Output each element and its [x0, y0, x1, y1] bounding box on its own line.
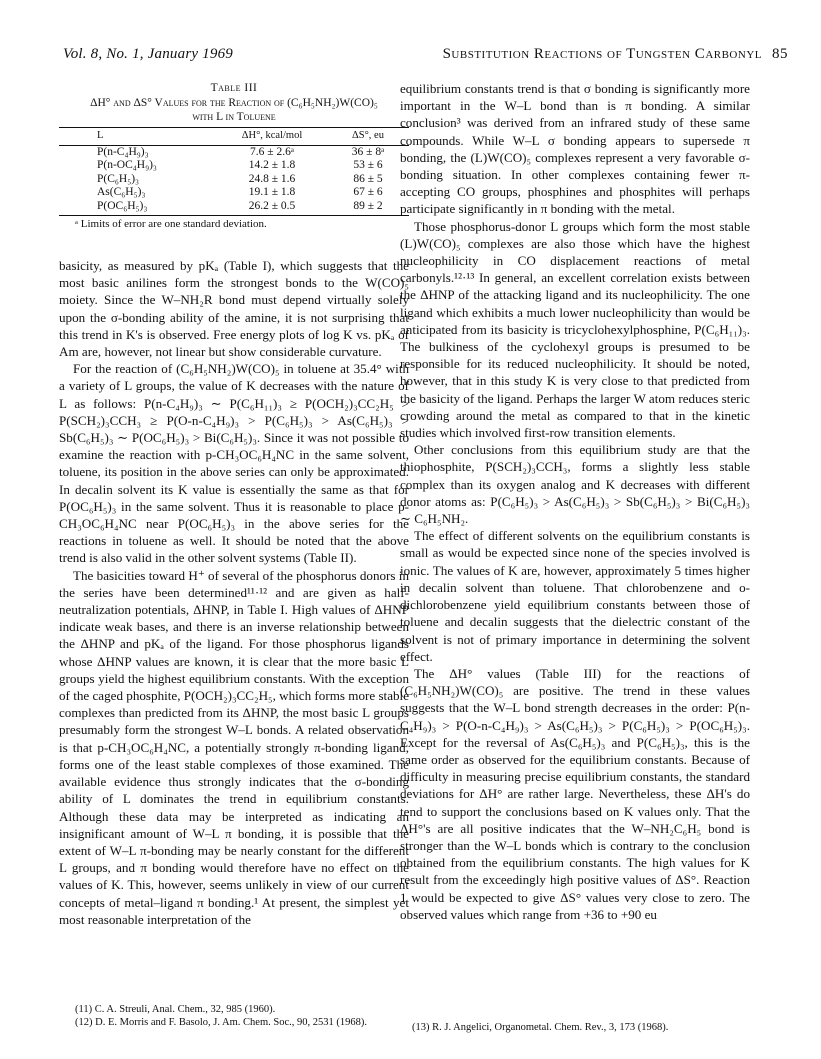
left-column [59, 80, 409, 928]
table-row [59, 159, 409, 173]
table-caption-line-2: with L in Toluene [192, 111, 276, 123]
reference-12: (12) D. E. Morris and F. Basolo, J. Am. Chem. Soc., 90, 2531 (1968). [75, 1017, 367, 1028]
column-header-ligand: L [59, 128, 217, 146]
table-cell-ligand: P(C₆H₅)₃ [97, 172, 140, 185]
table-cell-entropy: 86 ± 5 [353, 172, 383, 185]
reference-13: (13) R. J. Angelici, Organometal. Chem. Rev., 3, 173 (1968). [412, 1022, 669, 1033]
table-header-row [59, 128, 409, 146]
right-column [400, 80, 750, 923]
table-cell-enthalpy: 24.8 ± 1.6 [248, 172, 296, 185]
table-cell-ligand: P(n-C₄H₉)₃ [97, 145, 149, 158]
body-paragraph: basicity, as measured by pKₐ (Table I), which suggests that the most basic anilines form the strongest bonds to the W(CO)₅ moiety. Since the W–NH₂R bond must depend virtually solely upon the σ-bonding ability of the amine, it is not surprising that this trend in K's is observed. Free energy plots of log K vs. pKₐ of Am are, however, not linear but show considerable curvature. [59, 258, 409, 360]
table-cell-entropy: 36 ± 8ᵃ [351, 145, 385, 158]
column-header-enthalpy: ΔH°, kcal/mol [217, 128, 327, 146]
body-paragraph: Those phosphorus-donor L groups which form the most stable (L)W(CO)₅ complexes are also those which have the highest nucleophilicity in CO displacement reactions of metal carbonyls.¹²·¹³ In general, an excellent correlation exists between the ΔHNP of the attacking ligand and its nucleophilicity. The one ligand which exhibits a much lower nucleophilicity than would be anticipated from its basicity is tricyclohexylphosphine, P(C₆H₁₁)₃. The bulkiness of the cyclohexyl groups is presumed to be responsible for its reduced nucleophilicity. It should be noted, however, that in this study K is very close to that predicted from the basicity of the ligand. Perhaps the larger W atom reduces steric crowding around the metal as compared to that in the kinetic studies which involved first-row transition elements. [400, 218, 750, 441]
page-number: 85 [772, 46, 788, 62]
data-table [59, 127, 409, 216]
body-paragraph: The basicities toward H⁺ of several of the phosphorus donors in the series have been determined¹¹·¹² and are given as half-neutralization potentials, ΔHNP, in Table I. High values of ΔHNP indicate weak bases, and there is an inverse relationship between the ΔHNP and pKₐ of the ligand. For those phosphorus ligands whose ΔHNP values are known, it is clear that the more basic L groups yield the highest equilibrium constants. With the exception of the caged phosphite, P(OCH₂)₃CC₂H₅, which forms more stable complexes than predicted from its ΔHNP, the most basic L groups presumably form the strongest W–L bonds. A related observation is that p-CH₃OC₆H₄NC, a potentially strongly π-bonding ligand, forms one of the least stable complexes of those examined. The available evidence thus strongly indicates that the σ-bonding ability of L dominates the trend in equilibrium constants. Although these data may be interpreted as indicating an insignificant amount of W–L π bonding, it is possible that the extent of W–L π-bonding may be nearly constant for the different L groups, and π bonding would therefore have no effect on the values of K. This, however, seems unlikely in view of our current concepts of metal–ligand π bonding.¹ At present, the simplest yet most reasonable interpretation of the [59, 567, 409, 927]
table-cell-entropy: 53 ± 6 [353, 159, 383, 171]
footnote-references-left [75, 1003, 415, 1029]
running-header-article-title: Substitution Reactions of Tungsten Carbonyl [442, 46, 762, 62]
table-title: Table III [210, 82, 258, 94]
spacer [59, 231, 409, 257]
table-footnote: ᵃ Limits of error are one standard deviation. [75, 218, 267, 230]
body-paragraph: The effect of different solvents on the equilibrium constants is small as would be expected since none of the species involved is ionic. The values of K are, however, approximately 5 times higher in decalin solvent than toluene. That chlorobenzene and o-dichlorobenzene yield equilibrium constants between those of toluene and decalin suggests that the dielectric constant of the solvent is not of primary importance in determining the solvent effect. [400, 528, 750, 664]
table-cell-ligand: P(n-OC₄H₉)₃ [97, 159, 157, 171]
footnote-references-right [412, 1021, 772, 1034]
body-paragraph: Other conclusions from this equilibrium study are that the thiophosphite, P(SCH₂)₃CCH₃, forms a slightly less stable complex than its oxygen analog and K decreases with different donor atoms as: P(C₆H₅)₃ > As(C₆H₅)₃ > Sb(C₆H₅)₃ > Bi(C₆H₅)₃ ∼ C₆H₅NH₂. [400, 442, 750, 527]
table-cell-enthalpy: 26.2 ± 0.5 [217, 200, 327, 216]
column-header-entropy: ΔS°, eu [327, 128, 409, 146]
table-cell-ligand: P(OC₆H₅)₃ [59, 200, 217, 216]
table-row [59, 186, 409, 200]
running-header-title [443, 46, 788, 63]
table-cell-enthalpy: 14.2 ± 1.8 [248, 159, 296, 171]
table-row [59, 145, 409, 159]
body-paragraph: The ΔH° values (Table III) for the reactions of (C₆H₅NH₂)W(CO)₅ are positive. The trend in these values suggests that the W–L bond strength decreases in the order: P(n-C₄H₉)₃ > P(O-n-C₄H₉)₃ > As(C₆H₅)₃ > P(C₆H₅)₃ > P(OC₆H₅)₃. Except for the reversal of As(C₆H₅)₃ and P(C₆H₅)₃, this is the same order as observed for the equilibrium constants. Because of difficulty in measuring precise equilibrium constants, the standard deviations for ΔH° are rather large. Nevertheless, these ΔH's do tend to support the conclusions based on K values only. That the ΔH°'s are all positive indicates that the W–NH₂C₆H₅ bond is stronger than the W–L bonds which is contrary to the conclusion obtained from the equilibrium constants. The high values for K result from the exceedingly high positive values of ΔS°. Reaction 1 would be expected to give ΔS° values very close to zero. The observed values which range from +36 to +90 eu [400, 665, 750, 922]
table-cell-entropy: 67 ± 6 [353, 186, 383, 198]
table-row [59, 200, 409, 216]
table-row [59, 173, 409, 187]
reference-11: (11) C. A. Streuli, Anal. Chem., 32, 985 (1960). [75, 1004, 276, 1015]
table-cell-entropy: 89 ± 2 [327, 200, 409, 216]
body-paragraph: equilibrium constants trend is that σ bonding is significantly more important in the W–L bond than is π bonding. A similar conclusion³ was derived from an infrared study of these same compounds. While W–L σ bonding appears to supersede π bonding, the (L)W(CO)₅ complexes represent a very favorable σ-bonding situation. In other complexes containing fewer π-accepting CO groups, phosphines and phosphites will perhaps participate significantly in π bonding with the metal. [400, 81, 750, 217]
table-caption-line-1: ΔH° and ΔS° Values for the Reaction of (C₆H₅NH₂)W(CO)₅ [90, 97, 378, 109]
table-cell-enthalpy: 19.1 ± 1.8 [248, 186, 296, 198]
table-cell-enthalpy: 7.6 ± 2.6ᵃ [250, 145, 294, 158]
table-cell-ligand: As(C₆H₅)₃ [97, 186, 146, 198]
running-header-journal: Vol. 8, No. 1, January 1969 [63, 46, 233, 62]
body-paragraph: For the reaction of (C₆H₅NH₂)W(CO)₅ in toluene at 35.4° with a variety of L groups, the value of K decreases with the nature of L as follows: P(n-C₄H₉)₃ ∼ P(C₆H₁₁)₃ ≥ P(OCH₂)₃CC₂H₅ > P(SCH₂)₃CCH₃ ≥ P(O-n-C₄H₉)₃ > P(C₆H₅)₃ > As(C₆H₅)₃ > Sb(C₆H₅)₃ ∼ P(OC₆H₅)₃ > Bi(C₆H₅)₃. Since it was not possible to examine the reaction with p-CH₃OC₆H₄NC in the same solvent, toluene, its position in the above series can only be approximated. In decalin solvent its K value is essentially the same as that for P(OC₆H₅)₃ in the same solvent. Thus it is reasonable to place p-CH₃OC₆H₄NC near P(OC₆H₅)₃ in the above series for the reactions in toluene as well. It should be noted that the above trend is also valid in the other solvent systems (Table II). [59, 361, 409, 566]
